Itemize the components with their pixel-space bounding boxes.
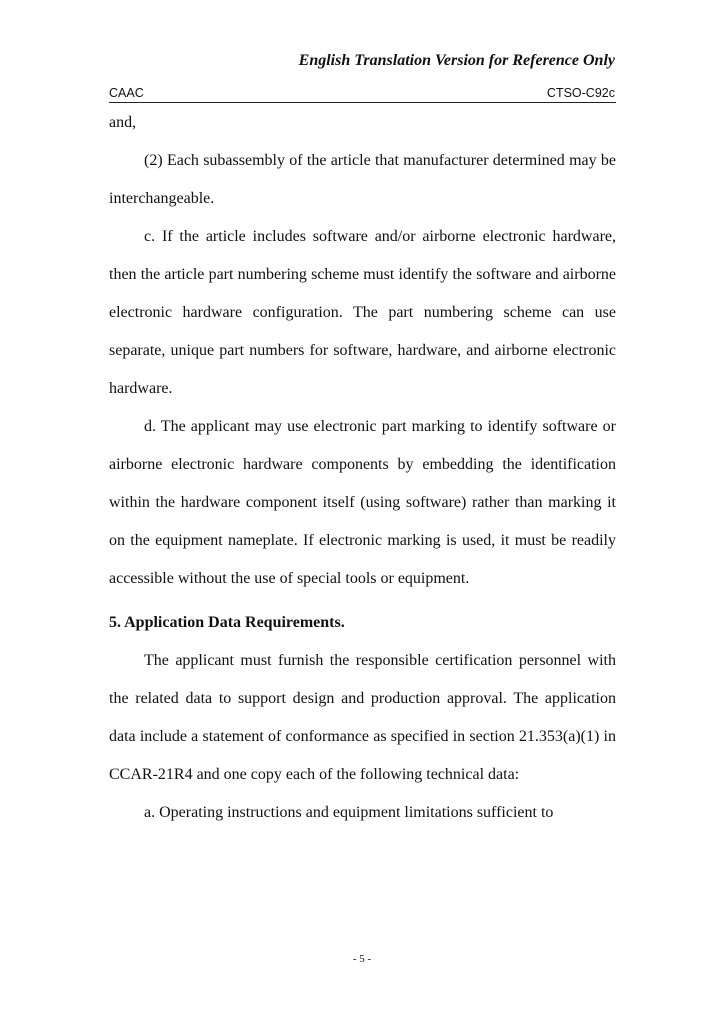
header-agency: CAAC [109, 86, 144, 100]
paragraph-continuation: and, [109, 114, 137, 131]
page-number: - 5 - [352, 953, 372, 965]
paragraph-subassembly: (2) Each subassembly of the article that manufacturer determined may be interchangeable. [109, 152, 616, 207]
translation-note: English Translation Version for Reference Only [298, 52, 615, 69]
section-heading-application-data: 5. Application Data Requirements. [109, 614, 345, 631]
header-divider [109, 102, 616, 103]
header-document-id: CTSO-C92c [546, 86, 615, 100]
paragraph-c-software: c. If the article includes software and/or airborne electronic hardware, then the article part numbering scheme must identify the software and airborne electronic hardware configuration. The part numbering scheme can use separate, unique part numbers for software, hardware, and airborne electronic hardware. [109, 228, 616, 397]
paragraph-d-electronic-marking: d. The applicant may use electronic part marking to identify software or airborne electronic hardware components by embedding the identification within the hardware component itself (using software) rather than marking it on the equipment nameplate. If electronic marking is used, it must be readily accessible without the use of special tools or equipment. [109, 418, 616, 587]
document-body [109, 104, 616, 832]
paragraph-a-operating-instructions: a. Operating instructions and equipment limitations sufficient to [144, 804, 554, 821]
paragraph-applicant-data: The applicant must furnish the responsible certification personnel with the related data to support design and production approval. The application data include a statement of conformance as specified in section 21.353(a)(1) in CCAR-21R4 and one copy each of the following technical data: [109, 652, 616, 783]
